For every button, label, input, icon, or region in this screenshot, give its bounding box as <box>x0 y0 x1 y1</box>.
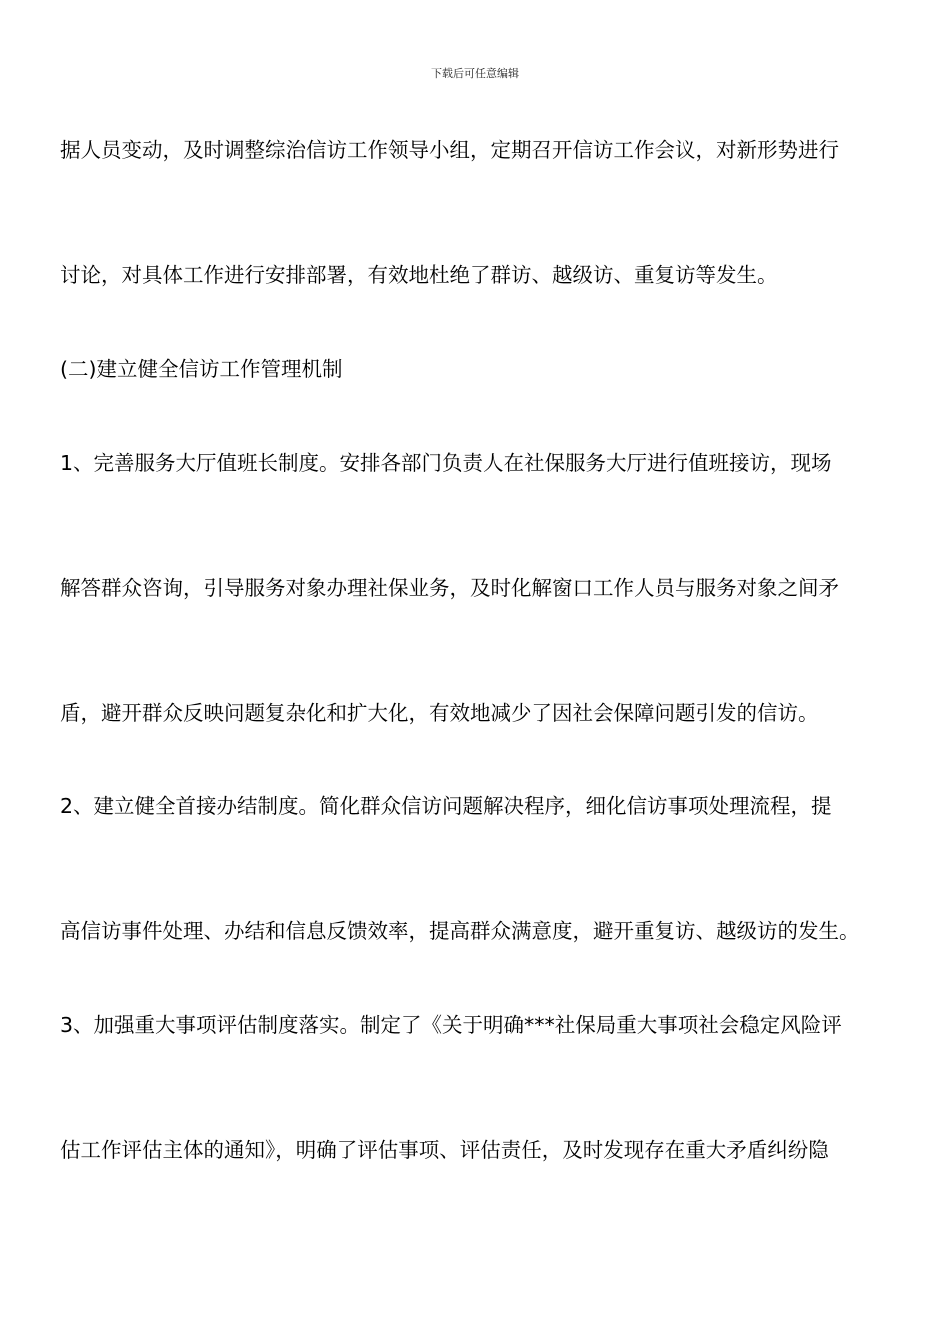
text-line: 讨论，对具体工作进行安排部署，有效地杜绝了群访、越级访、重复访等发生。 <box>60 263 778 287</box>
page-header-note: 下载后可任意编辑 <box>431 67 519 80</box>
text-line: 据人员变动，及时调整综治信访工作领导小组，定期召开信访工作会议，对新形势进行 <box>60 138 839 162</box>
text-line: 估工作评估主体的通知》，明确了评估事项、评估责任，及时发现存在重大矛盾纠纷隐 <box>60 1138 829 1162</box>
text-line: 高信访事件处理、办结和信息反馈效率，提高群众满意度，避开重复访、越级访的发生。 <box>60 919 860 943</box>
text-line: 3、加强重大事项评估制度落实。制定了《关于明确***社保局重大事项社会稳定风险评 <box>60 1013 842 1037</box>
text-line: 盾，避开群众反映问题复杂化和扩大化，有效地减少了因社会保障问题引发的信访。 <box>60 701 819 725</box>
section-heading: (二)建立健全信访工作管理机制 <box>60 357 343 381</box>
text-line: 1、完善服务大厅值班长制度。安排各部门负责人在社保服务大厅进行值班接访，现场 <box>60 451 832 475</box>
text-line: 解答群众咨询，引导服务对象办理社保业务，及时化解窗口工作人员与服务对象之间矛 <box>60 576 839 600</box>
text-line: 2、建立健全首接办结制度。简化群众信访问题解决程序，细化信访事项处理流程，提 <box>60 794 832 818</box>
